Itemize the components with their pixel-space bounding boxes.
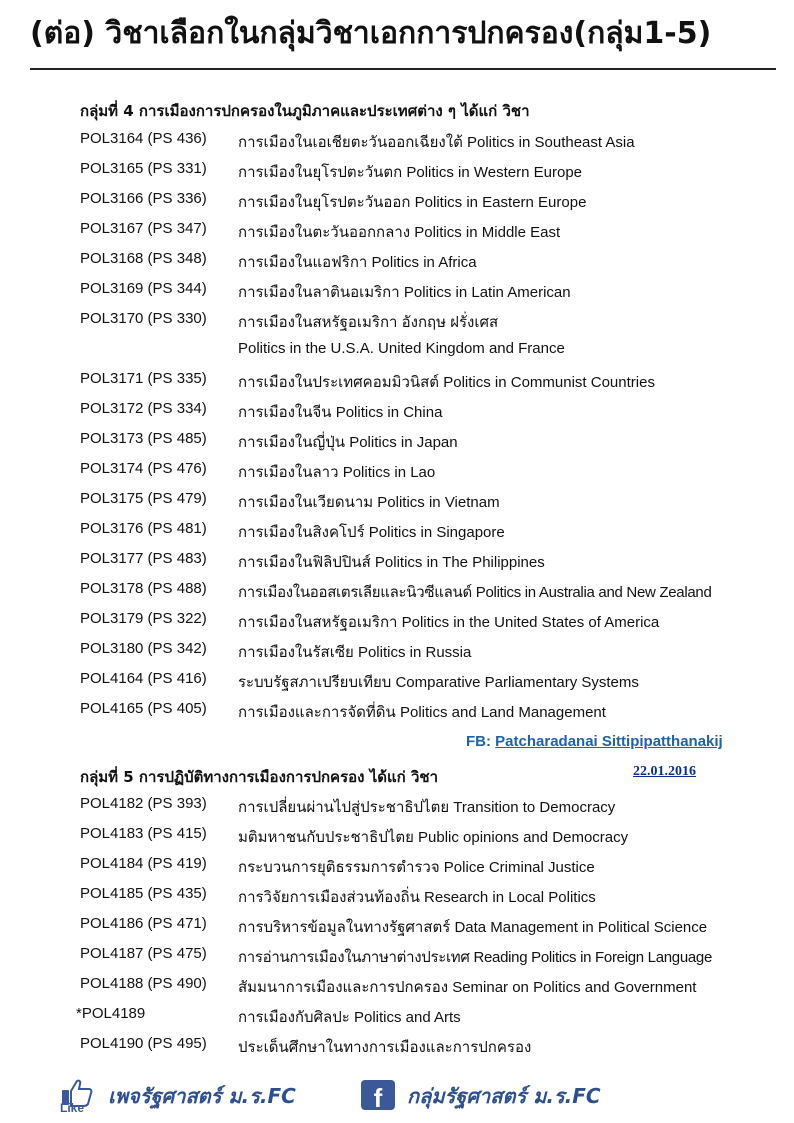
- course-desc: การเมืองในเวียดนาม Politics in Vietnam: [238, 494, 500, 511]
- course-code: POL3172 (PS 334): [80, 400, 207, 417]
- course-code: POL4184 (PS 419): [80, 855, 207, 872]
- course-code: POL3176 (PS 481): [80, 520, 207, 537]
- course-desc: การเมืองในรัสเซีย Politics in Russia: [238, 644, 472, 661]
- course-desc: การเมืองในสหรัฐอเมริกา Politics in the United States of America: [238, 614, 660, 631]
- facebook-credit: [466, 733, 723, 750]
- course-desc: ประเด็นศึกษาในทางการเมืองและการปกครอง: [238, 1039, 532, 1056]
- page-title: (ต่อ) วิชาเลือกในกลุ่มวิชาเอกการปกครอง(กลุ่ม1-5): [30, 16, 712, 51]
- course-code: POL3180 (PS 342): [80, 640, 207, 657]
- course-code: POL3178 (PS 488): [80, 580, 207, 597]
- credit-handle[interactable]: Patcharadanai Sittipipatthanakij: [495, 733, 723, 750]
- course-desc: สัมมนาการเมืองและการปกครอง Seminar on Politics and Government: [238, 979, 697, 996]
- course-code: POL3164 (PS 436): [80, 130, 207, 147]
- like-label[interactable]: Like: [60, 1101, 85, 1115]
- course-desc: การเมืองในตะวันออกกลาง Politics in Middle East: [238, 224, 561, 241]
- course-desc: การอ่านการเมืองในภาษาต่างประเทศ Reading Politics in Foreign Language: [238, 949, 713, 966]
- date-stamp: 22.01.2016: [633, 764, 696, 779]
- course-code: POL3166 (PS 336): [80, 190, 207, 207]
- course-code: POL4188 (PS 490): [80, 975, 207, 992]
- course-code: POL4183 (PS 415): [80, 825, 207, 842]
- course-desc: การเมืองกับศิลปะ Politics and Arts: [238, 1009, 461, 1026]
- course-desc: มติมหาชนกับประชาธิปไตย Public opinions and Democracy: [238, 829, 629, 846]
- course-code: POL3165 (PS 331): [80, 160, 207, 177]
- course-code: POL3173 (PS 485): [80, 430, 207, 447]
- course-desc: การเมืองในญี่ปุ่น Politics in Japan: [238, 434, 458, 451]
- course-code: POL3168 (PS 348): [80, 250, 207, 267]
- course-code: POL4165 (PS 405): [80, 700, 207, 717]
- course-desc: Politics in the U.S.A. United Kingdom and France: [238, 340, 565, 357]
- course-desc: กระบวนการยุติธรรมการตำรวจ Police Criminal Justice: [238, 859, 595, 876]
- course-desc: การเมืองในจีน Politics in China: [238, 404, 443, 421]
- course-code: POL3171 (PS 335): [80, 370, 207, 387]
- course-desc: การเมืองในยุโรปตะวันออก Politics in Eastern Europe: [238, 194, 587, 211]
- course-desc: การเมืองในออสเตรเลียและนิวซีแลนด์ Politics in Australia and New Zealand: [238, 584, 712, 601]
- course-code: POL4182 (PS 393): [80, 795, 207, 812]
- course-desc: การเปลี่ยนผ่านไปสู่ประชาธิปไตย Transition to Democracy: [238, 799, 616, 816]
- course-desc: การเมืองและการจัดที่ดิน Politics and Land Management: [238, 704, 606, 721]
- course-code: POL3170 (PS 330): [80, 310, 207, 327]
- course-desc: การเมืองในฟิลิปปินส์ Politics in The Philippines: [238, 554, 545, 571]
- course-desc: การวิจัยการเมืองส่วนท้องถิ่น Research in Local Politics: [238, 889, 596, 906]
- group4-heading: กลุ่มที่ 4 การเมืองการปกครองในภูมิภาคและประเทศต่าง ๆ ได้แก่ วิชา: [80, 102, 530, 120]
- course-code: POL3167 (PS 347): [80, 220, 207, 237]
- title-underline: [30, 68, 776, 70]
- course-code: POL3174 (PS 476): [80, 460, 207, 477]
- course-desc: การเมืองในยุโรปตะวันตก Politics in Western Europe: [238, 164, 583, 181]
- course-desc: การเมืองในลาตินอเมริกา Politics in Latin American: [238, 284, 571, 301]
- course-code: POL3175 (PS 479): [80, 490, 207, 507]
- course-code: *POL4189: [76, 1005, 146, 1022]
- facebook-group-link[interactable]: กลุ่มรัฐศาสตร์ ม.ร.FC: [407, 1084, 601, 1108]
- course-code: POL3169 (PS 344): [80, 280, 207, 297]
- course-desc: การเมืองในสหรัฐอเมริกา อังกฤษ ฝรั่งเศส: [238, 314, 499, 331]
- credit-prefix: FB:: [466, 733, 496, 750]
- course-desc: การบริหารข้อมูลในทางรัฐศาสตร์ Data Management in Political Science: [238, 919, 708, 936]
- course-desc: การเมืองในแอฟริกา Politics in Africa: [238, 254, 477, 271]
- group5-heading: กลุ่มที่ 5 การปฏิบัติทางการเมืองการปกครอง ได้แก่ วิชา: [80, 768, 438, 786]
- course-code: POL4185 (PS 435): [80, 885, 207, 902]
- course-desc: ระบบรัฐสภาเปรียบเทียบ Comparative Parliamentary Systems: [238, 674, 639, 691]
- facebook-icon[interactable]: f: [361, 1080, 395, 1110]
- facebook-page-link[interactable]: เพจรัฐศาสตร์ ม.ร.FC: [108, 1084, 296, 1108]
- course-desc: การเมืองในลาว Politics in Lao: [238, 464, 436, 481]
- course-code: POL4186 (PS 471): [80, 915, 207, 932]
- course-desc: การเมืองในประเทศคอมมิวนิสต์ Politics in Communist Countries: [238, 374, 655, 391]
- course-desc: การเมืองในสิงคโปร์ Politics in Singapore: [238, 524, 505, 541]
- course-code: POL4190 (PS 495): [80, 1035, 207, 1052]
- course-code: POL3177 (PS 483): [80, 550, 207, 567]
- course-code: POL4187 (PS 475): [80, 945, 207, 962]
- course-desc: การเมืองในเอเชียตะวันออกเฉียงใต้ Politics in Southeast Asia: [238, 134, 635, 151]
- course-code: POL4164 (PS 416): [80, 670, 207, 687]
- course-code: POL3179 (PS 322): [80, 610, 207, 627]
